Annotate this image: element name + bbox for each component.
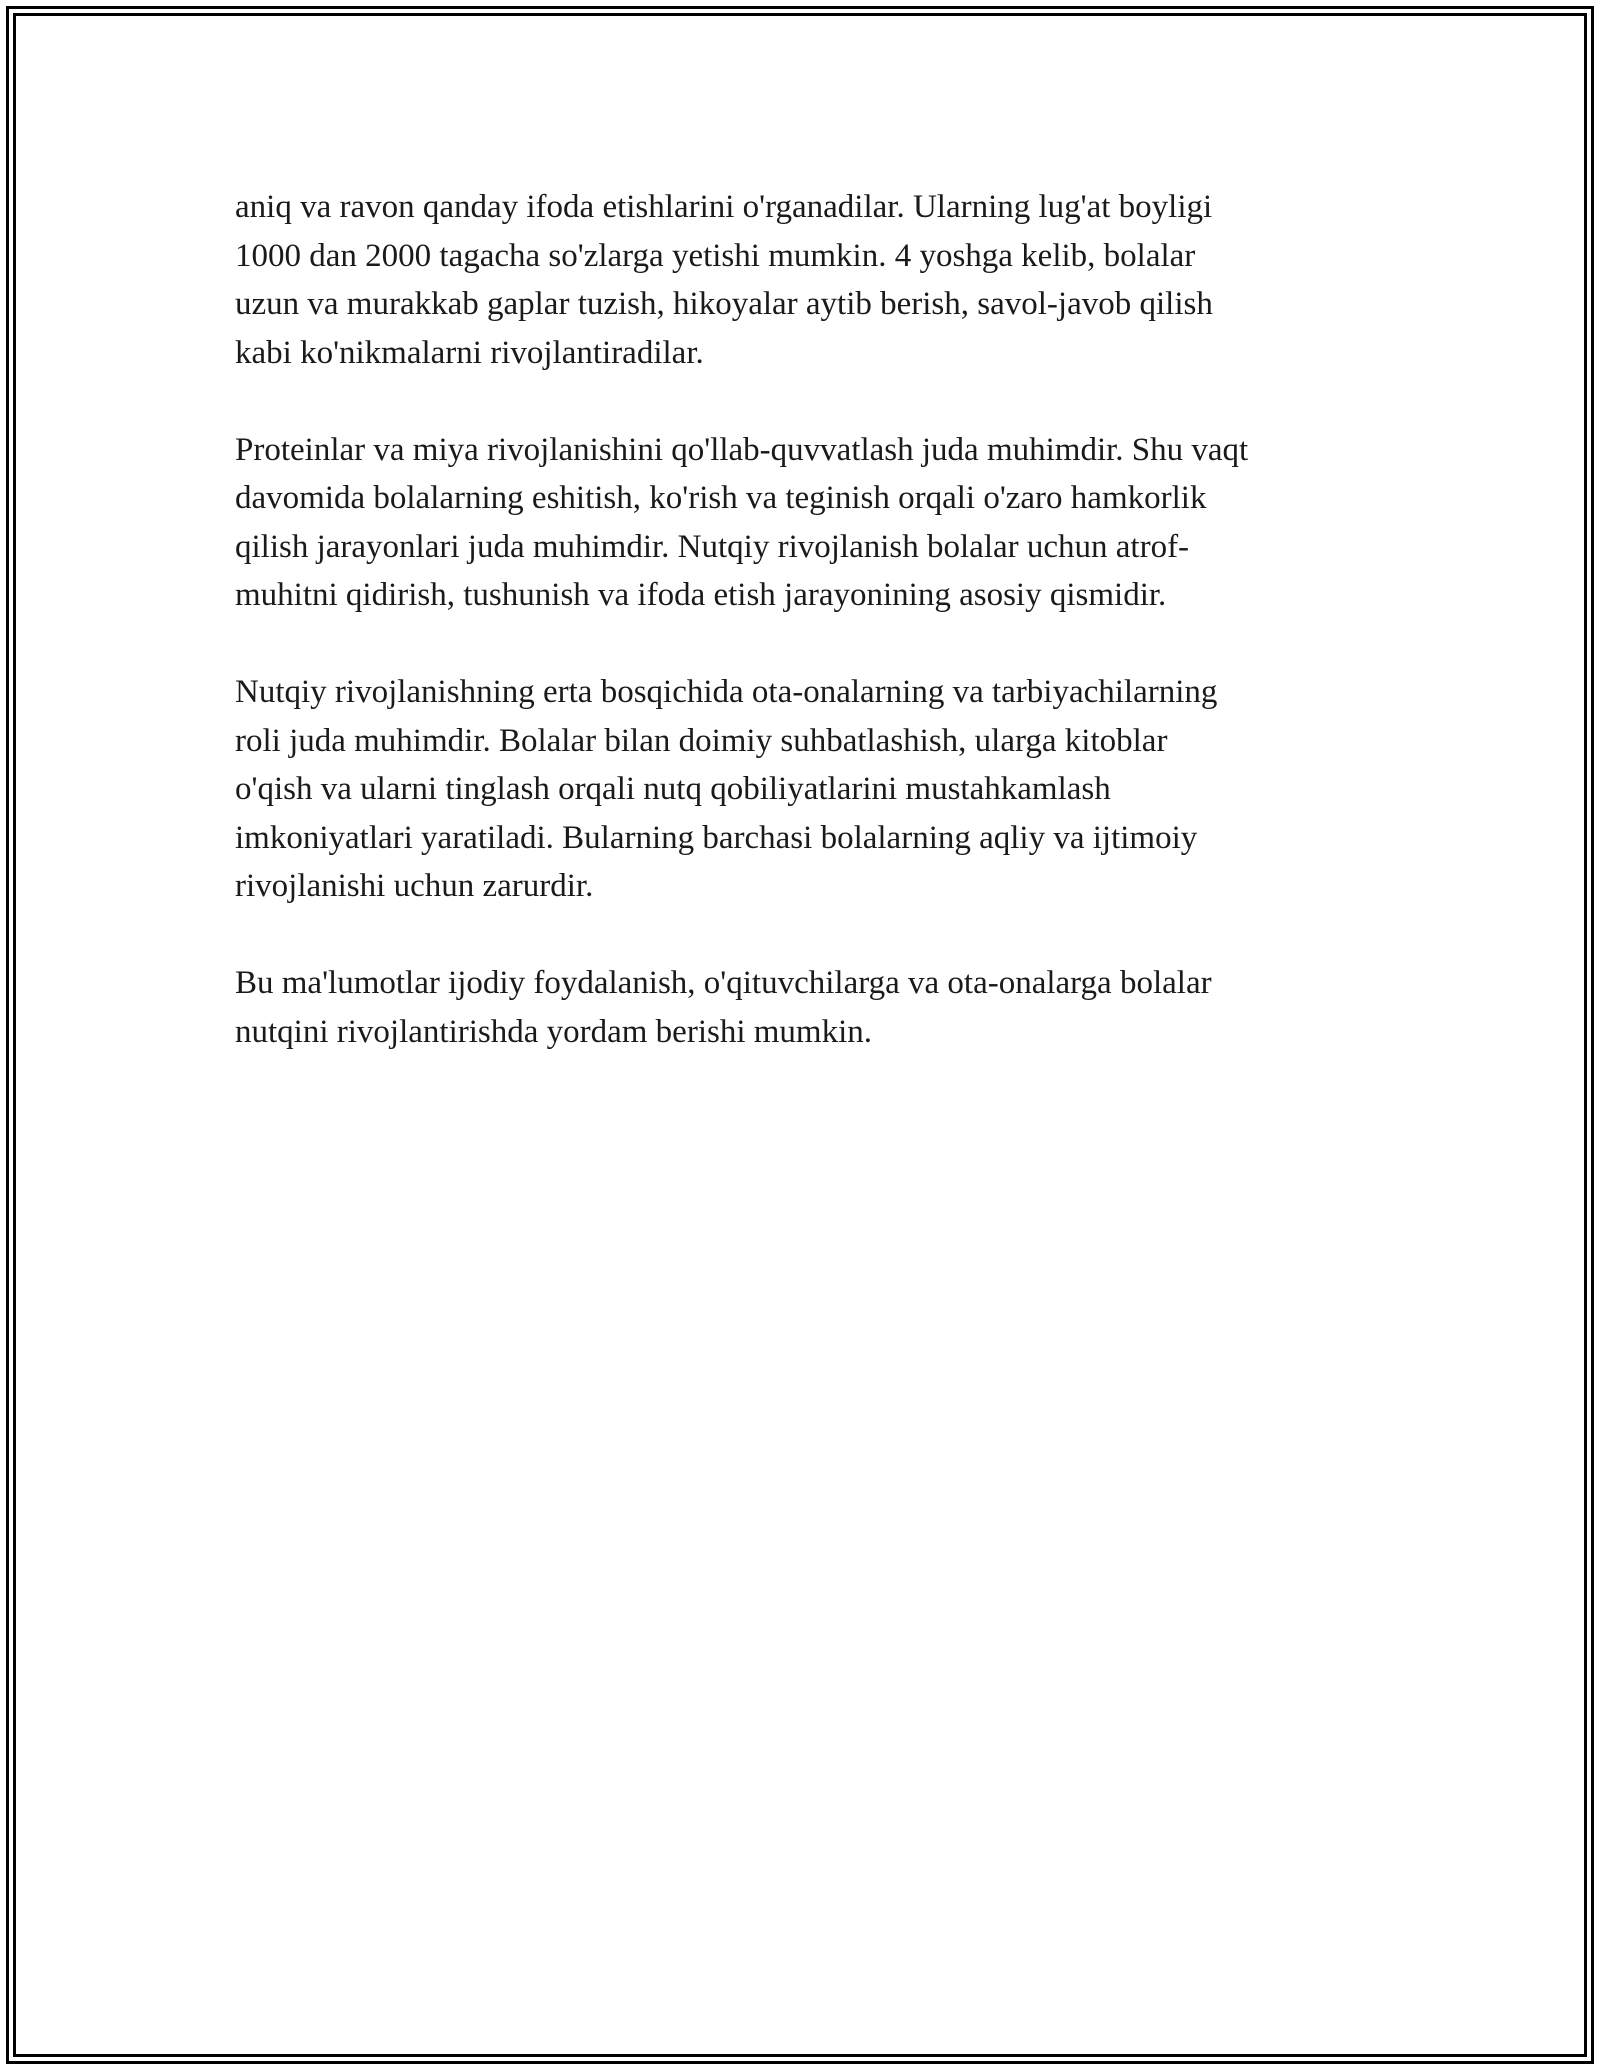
text-line: rivojlanishi uchun zarurdir.: [235, 868, 594, 904]
paragraph-1: [235, 183, 1375, 377]
text-line: aniq va ravon qanday ifoda etishlarini o'rganadilar. Ularning lug'at boyligi: [235, 189, 1213, 225]
text-line: Bu ma'lumotlar ijodiy foydalanish, o'qituvchilarga va ota-onalarga bolalar: [235, 965, 1212, 1001]
text-line: roli juda muhimdir. Bolalar bilan doimiy suhbatlashish, ularga kitoblar: [235, 722, 1168, 759]
text-line: davomida bolalarning eshitish, ko'rish va teginish orqali o'zaro hamkorlik: [235, 480, 1207, 516]
text-line: o'qish va ularni tinglash orqali nutq qobiliyatlarini mustahkamlash: [235, 771, 1111, 807]
document-body: [235, 183, 1375, 1105]
text-line: uzun va murakkab gaplar tuzish, hikoyalar aytib berish, savol-javob qilish: [235, 286, 1213, 322]
text-line: nutqini rivojlantirishda yordam berishi mumkin.: [235, 1013, 873, 1050]
text-line: Proteinlar va miya rivojlanishini qo'llab-quvvatlash juda muhimdir. Shu vaqt: [235, 431, 1249, 468]
text-line: kabi ko'nikmalarni rivojlantiradilar.: [235, 334, 704, 371]
text-line: Nutqiy rivojlanishning erta bosqichida ota-onalarning va tarbiyachilarning: [235, 674, 1218, 710]
text-line: imkoniyatlari yaratiladi. Bularning barchasi bolalarning aqliy va ijtimoiy: [235, 819, 1198, 856]
text-line: muhitni qidirish, tushunish va ifoda etish jarayonining asosiy qismidir.: [235, 577, 1167, 613]
text-line: qilish jarayonlari juda muhimdir. Nutqiy rivojlanish bolalar uchun atrof-: [235, 528, 1190, 565]
paragraph-2: [235, 426, 1375, 620]
text-line: 1000 dan 2000 tagacha so'zlarga yetishi mumkin. 4 yoshga kelib, bolalar: [235, 237, 1196, 274]
paragraph-4: [235, 959, 1375, 1056]
paragraph-3: [235, 668, 1375, 911]
